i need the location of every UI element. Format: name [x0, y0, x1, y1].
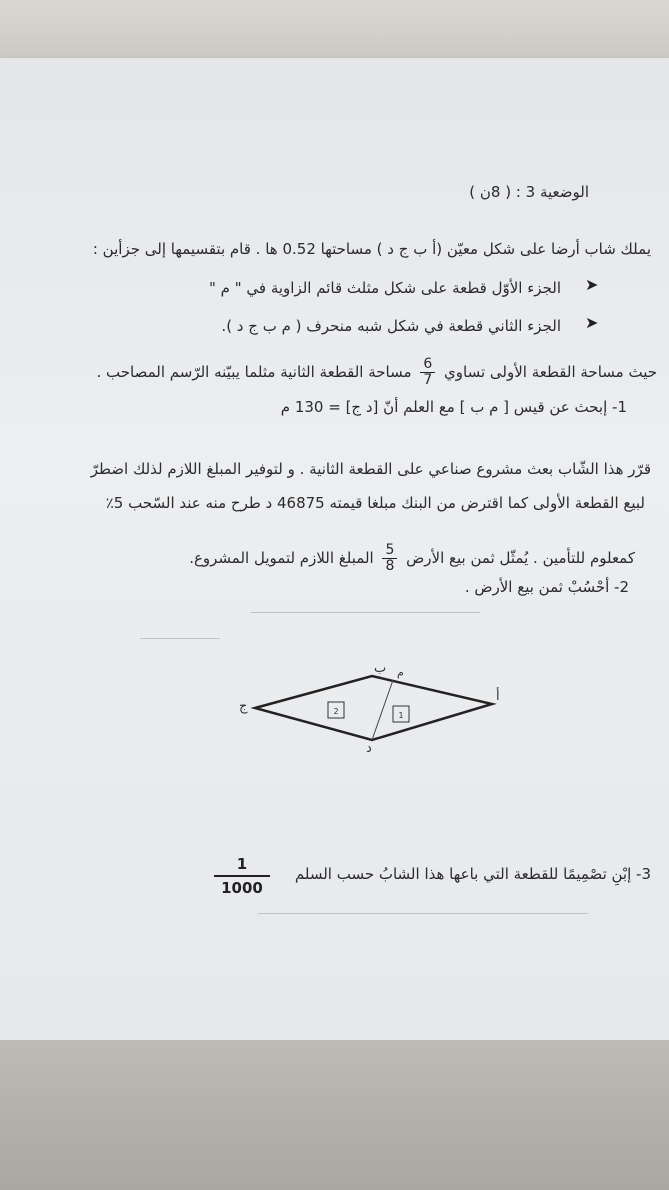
part2-text: الجزء الثاني قطعة في شكل شبه منحرف ( م ب ج د ).: [221, 317, 561, 335]
question-1: 1- إبحث عن قيس [ م ب ] مع العلم أنّ [د ج] = 130 م: [280, 398, 627, 416]
scale-numerator: 1: [214, 855, 270, 877]
faint-rule-1: [250, 612, 480, 613]
question-3: 3- إبْنِ تصْمِيمًا للقطعة التي باعها هذا الشابُ حسب السلم: [294, 865, 651, 883]
fraction-6-7-numerator: 6: [420, 357, 435, 373]
faint-rule-3: [258, 913, 588, 914]
background-bottom: [0, 1040, 669, 1190]
area-relation-line: [96, 352, 657, 392]
paragraph2-line3-before: كمعلوم للتأمين . يُمثّل ثمن بيع الأرض: [406, 549, 635, 567]
fraction-6-7: [420, 357, 435, 388]
point-m-label: م: [397, 666, 404, 679]
segment-md: [372, 680, 393, 740]
vertex-d-label: د: [366, 741, 372, 756]
fraction-5-8: [382, 543, 397, 574]
region-1-label: 1: [398, 711, 404, 720]
area-relation-before: حيث مساحة القطعة الأولى تساوي: [444, 363, 657, 381]
bullet-arrow-1-icon: ➤: [585, 275, 599, 294]
vertex-b-label: ب: [374, 661, 387, 676]
paragraph2-line2: لبيع القطعة الأولى كما اقترض من البنك مبلغا قيمته 46875 د طرح منه عند السّحب 5٪: [105, 494, 645, 512]
vertex-a-label: أ: [496, 689, 500, 704]
question-2: 2- أحْسُبْ ثمن بيع الأرض .: [464, 578, 629, 596]
rhombus-shape: [255, 676, 492, 740]
paragraph2-line3-after: المبلغ اللازم لتمويل المشروع.: [189, 549, 374, 567]
paragraph2-line3: [189, 538, 635, 578]
situation-heading: الوضعية 3 : ( 8ن ): [469, 183, 589, 201]
region-2-label: 2: [333, 707, 339, 716]
vertex-c-label: ج: [239, 699, 248, 714]
fraction-5-8-denominator: 8: [385, 558, 395, 574]
faint-rule-2: [140, 638, 220, 639]
paragraph2-line1: قرّر هذا الشّاب بعث مشروع صناعي على القطعة الثانية . و لتوفير المبلغ اللازم لذلك اضطرّ: [90, 460, 651, 478]
bullet-arrow-2-icon: ➤: [585, 313, 599, 332]
intro-text: يملك شاب أرضا على شكل معيّن (أ ب ج د ) مساحتها 0.52 ها . قام بتقسيمها إلى جزأين :: [92, 240, 651, 258]
rhombus-figure: [0, 650, 669, 770]
scale-fraction: [214, 855, 270, 897]
fraction-6-7-denominator: 7: [423, 372, 433, 388]
fraction-5-8-numerator: 5: [382, 543, 397, 559]
area-relation-after: مساحة القطعة الثانية مثلما يبيّنه الرّسم المصاحب .: [96, 363, 412, 381]
scale-denominator: 1000: [221, 879, 263, 897]
part1-text: الجزء الأوّل قطعة على شكل مثلث قائم الزاوية في " م ": [208, 279, 561, 297]
